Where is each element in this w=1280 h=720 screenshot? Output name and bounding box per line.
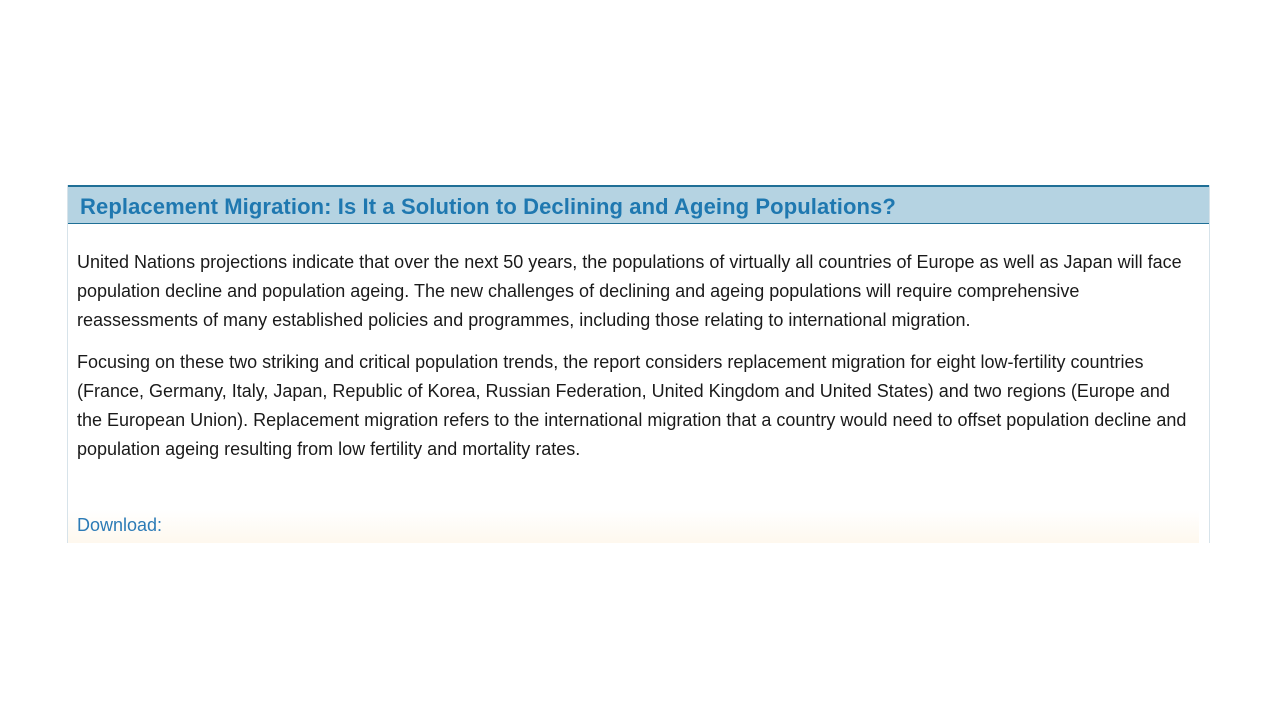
article-card bbox=[67, 185, 1210, 543]
article-body bbox=[68, 224, 1209, 464]
download-link[interactable]: Download: bbox=[77, 515, 163, 535]
article-paragraph-2: Focusing on these two striking and critical population trends, the report considers replacement migration for eight low-fertility countries (France, Germany, Italy, Japan, Republic of Korea, Russian Federation, United Kingdom and United States) and two regions (Europe and the European Union). Replacement migration refers to the international migration that a country would need to offset population decline and population ageing resulting from low fertility and mortality rates. bbox=[77, 352, 1187, 459]
download-section bbox=[68, 510, 1199, 543]
article-title: Replacement Migration: Is It a Solution to Declining and Ageing Populations? bbox=[80, 193, 896, 219]
article-header bbox=[68, 185, 1209, 224]
article-paragraph-1: United Nations projections indicate that over the next 50 years, the populations of virtually all countries of Europe as well as Japan will face population decline and population ageing. The new challenges of declining and ageing populations will require comprehensive reassessments of many established policies and programmes, including those relating to international migration. bbox=[77, 252, 1182, 330]
